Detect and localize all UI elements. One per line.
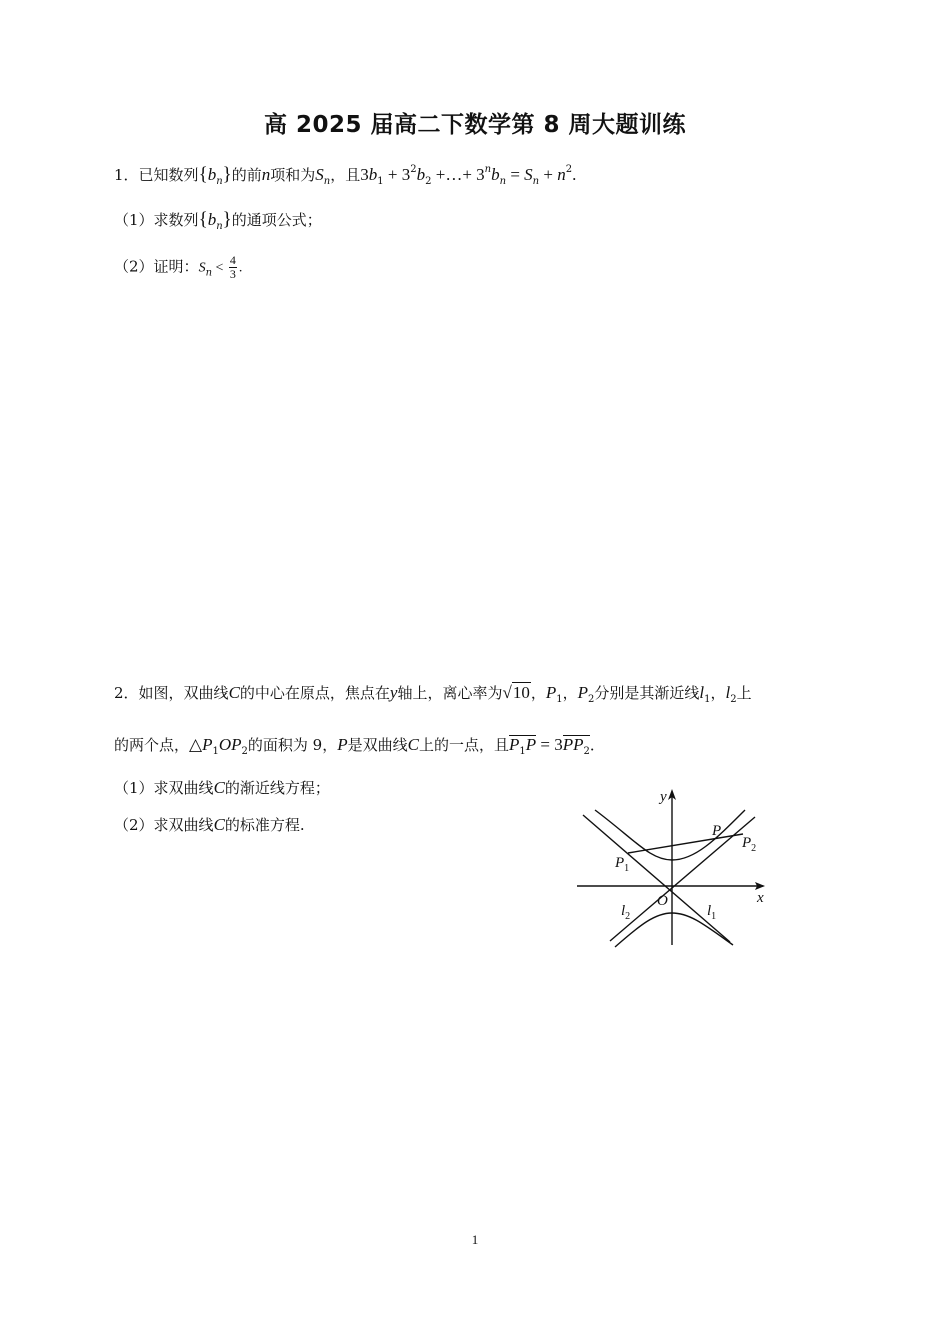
brace-open: { xyxy=(198,209,208,230)
math-var: P xyxy=(231,735,242,754)
text: 轴上，离心率为 xyxy=(397,684,503,702)
math-sup: n xyxy=(484,164,492,175)
label-p2: $P_2$ xyxy=(742,835,757,854)
text: 已知数列 xyxy=(138,166,199,184)
math-var: P xyxy=(508,735,520,754)
hyperbola-upper-branch xyxy=(595,810,745,860)
math-sub: 2 xyxy=(241,746,248,757)
segment-p1-p2 xyxy=(628,834,743,853)
math-var: l xyxy=(725,683,731,702)
math-var: S xyxy=(315,165,324,184)
math-var: O xyxy=(218,735,232,754)
hyperbola-diagram xyxy=(575,785,770,950)
label-x: x xyxy=(757,890,764,906)
label-l2: $l_2$ xyxy=(621,903,631,922)
math: b xyxy=(491,165,500,184)
text: ， xyxy=(530,684,546,702)
math-var: P xyxy=(545,683,557,702)
asymptote-l1 xyxy=(583,815,730,942)
fraction xyxy=(229,254,237,281)
math-sub: 2 xyxy=(588,694,595,705)
math-sub: 1 xyxy=(212,746,219,757)
triangle-symbol: △ xyxy=(189,735,203,754)
math: b xyxy=(368,165,378,184)
question-1-part-1 xyxy=(114,210,322,237)
brace-open: { xyxy=(198,164,208,185)
math-var: P xyxy=(562,735,574,754)
math: 3 xyxy=(476,165,485,184)
text: 的中心在原点，焦点在 xyxy=(239,684,390,702)
math: S xyxy=(524,165,533,184)
text: 上的一点，且 xyxy=(418,736,509,754)
denominator: 3 xyxy=(229,267,236,281)
math-sup: 2 xyxy=(410,164,417,175)
math: . xyxy=(572,165,577,184)
equation xyxy=(360,164,577,187)
question-number: 1． xyxy=(114,166,139,184)
text: ． xyxy=(589,736,605,754)
part-label: （2） xyxy=(114,257,154,276)
question-2-stem-line-2 xyxy=(114,735,605,762)
question-1-part-2 xyxy=(114,254,242,284)
brace-close: } xyxy=(222,209,232,230)
math-sub: n xyxy=(216,176,223,187)
math: + xyxy=(383,165,402,184)
math: = xyxy=(506,165,525,184)
brace-close: } xyxy=(222,164,232,185)
sqrt: √10 xyxy=(502,683,530,702)
math: < xyxy=(212,260,227,276)
math-var: n xyxy=(261,165,271,184)
math-sub: 2 xyxy=(583,746,590,757)
label-p1: $P_1$ xyxy=(615,855,630,874)
question-2-part-2 xyxy=(114,815,305,835)
label-l1: $l_1$ xyxy=(707,903,717,922)
label-y: y xyxy=(660,789,667,805)
question-2-stem-line-1 xyxy=(114,683,752,710)
text: 如图，双曲线 xyxy=(138,684,229,702)
math: . xyxy=(238,260,243,276)
math-var: C xyxy=(213,815,225,834)
math-sub: n xyxy=(532,176,540,187)
math-sub: n xyxy=(205,267,213,279)
math: b xyxy=(416,165,426,184)
math-var: b xyxy=(207,165,217,184)
math-sub: 1 xyxy=(519,746,526,757)
question-number: 2． xyxy=(114,684,139,702)
math-var: C xyxy=(228,683,240,702)
math-sub: 1 xyxy=(556,694,563,705)
math: +…+ xyxy=(431,165,477,184)
math-var: P xyxy=(525,735,537,754)
math-sub: 2 xyxy=(730,694,737,705)
math-var: y xyxy=(389,683,398,702)
text: 求双曲线 xyxy=(153,816,214,834)
math-var: P xyxy=(577,683,589,702)
math-sub: n xyxy=(323,176,331,187)
math-var: C xyxy=(407,735,419,754)
text: 分别是其渐近线 xyxy=(594,684,700,702)
text: 的标准方程. xyxy=(224,816,305,834)
math: + xyxy=(539,165,558,184)
text: 上 xyxy=(736,684,752,702)
text: 的两个点， xyxy=(114,736,190,754)
part-label: （1） xyxy=(114,211,154,229)
math-sup: 2 xyxy=(565,164,573,175)
math-sub: n xyxy=(216,221,223,232)
text: ，且 xyxy=(330,166,361,184)
part-label: （2） xyxy=(114,816,154,834)
math: 3 xyxy=(401,165,411,184)
math: n xyxy=(557,165,566,184)
math-sub: 2 xyxy=(425,176,432,187)
part-label: （1） xyxy=(114,779,154,797)
text: 项和为 xyxy=(270,166,316,184)
text: 的通项公式； xyxy=(231,211,322,229)
label-p: P xyxy=(712,823,722,839)
math-var: P xyxy=(337,735,348,754)
vector-pp2 xyxy=(562,735,590,757)
text: 的前 xyxy=(231,166,262,184)
text: 是双曲线 xyxy=(347,736,408,754)
math-sub: n xyxy=(499,176,507,187)
math-sub: 1 xyxy=(377,176,384,187)
vector-p1p xyxy=(508,735,537,757)
math: 3 xyxy=(360,165,369,184)
math-var: P xyxy=(573,735,584,754)
label-o: O xyxy=(657,893,668,909)
text: ， xyxy=(562,684,578,702)
math-var: b xyxy=(207,210,217,229)
page-title: 高 2025 届高二下数学第 8 周大题训练 xyxy=(263,112,687,138)
math-var: P xyxy=(202,735,213,754)
numerator: 4 xyxy=(229,253,236,267)
text: 证明： xyxy=(153,257,199,276)
page-number: 1 xyxy=(471,1232,479,1247)
radicand: 10 xyxy=(512,683,530,702)
math-var: S xyxy=(198,260,206,276)
text: 的面积为 9， xyxy=(247,736,338,754)
math: = 3 xyxy=(536,735,563,754)
question-1-stem xyxy=(114,160,576,192)
math-sub: 1 xyxy=(704,694,711,705)
text: 求数列 xyxy=(153,211,199,229)
text: 的渐近线方程； xyxy=(224,779,330,797)
math-var: l xyxy=(699,683,705,702)
text: 求双曲线 xyxy=(153,779,214,797)
question-2-part-1 xyxy=(114,778,330,798)
hyperbola-figure xyxy=(575,785,770,954)
text: ， xyxy=(710,684,726,702)
math-var: C xyxy=(213,778,225,797)
